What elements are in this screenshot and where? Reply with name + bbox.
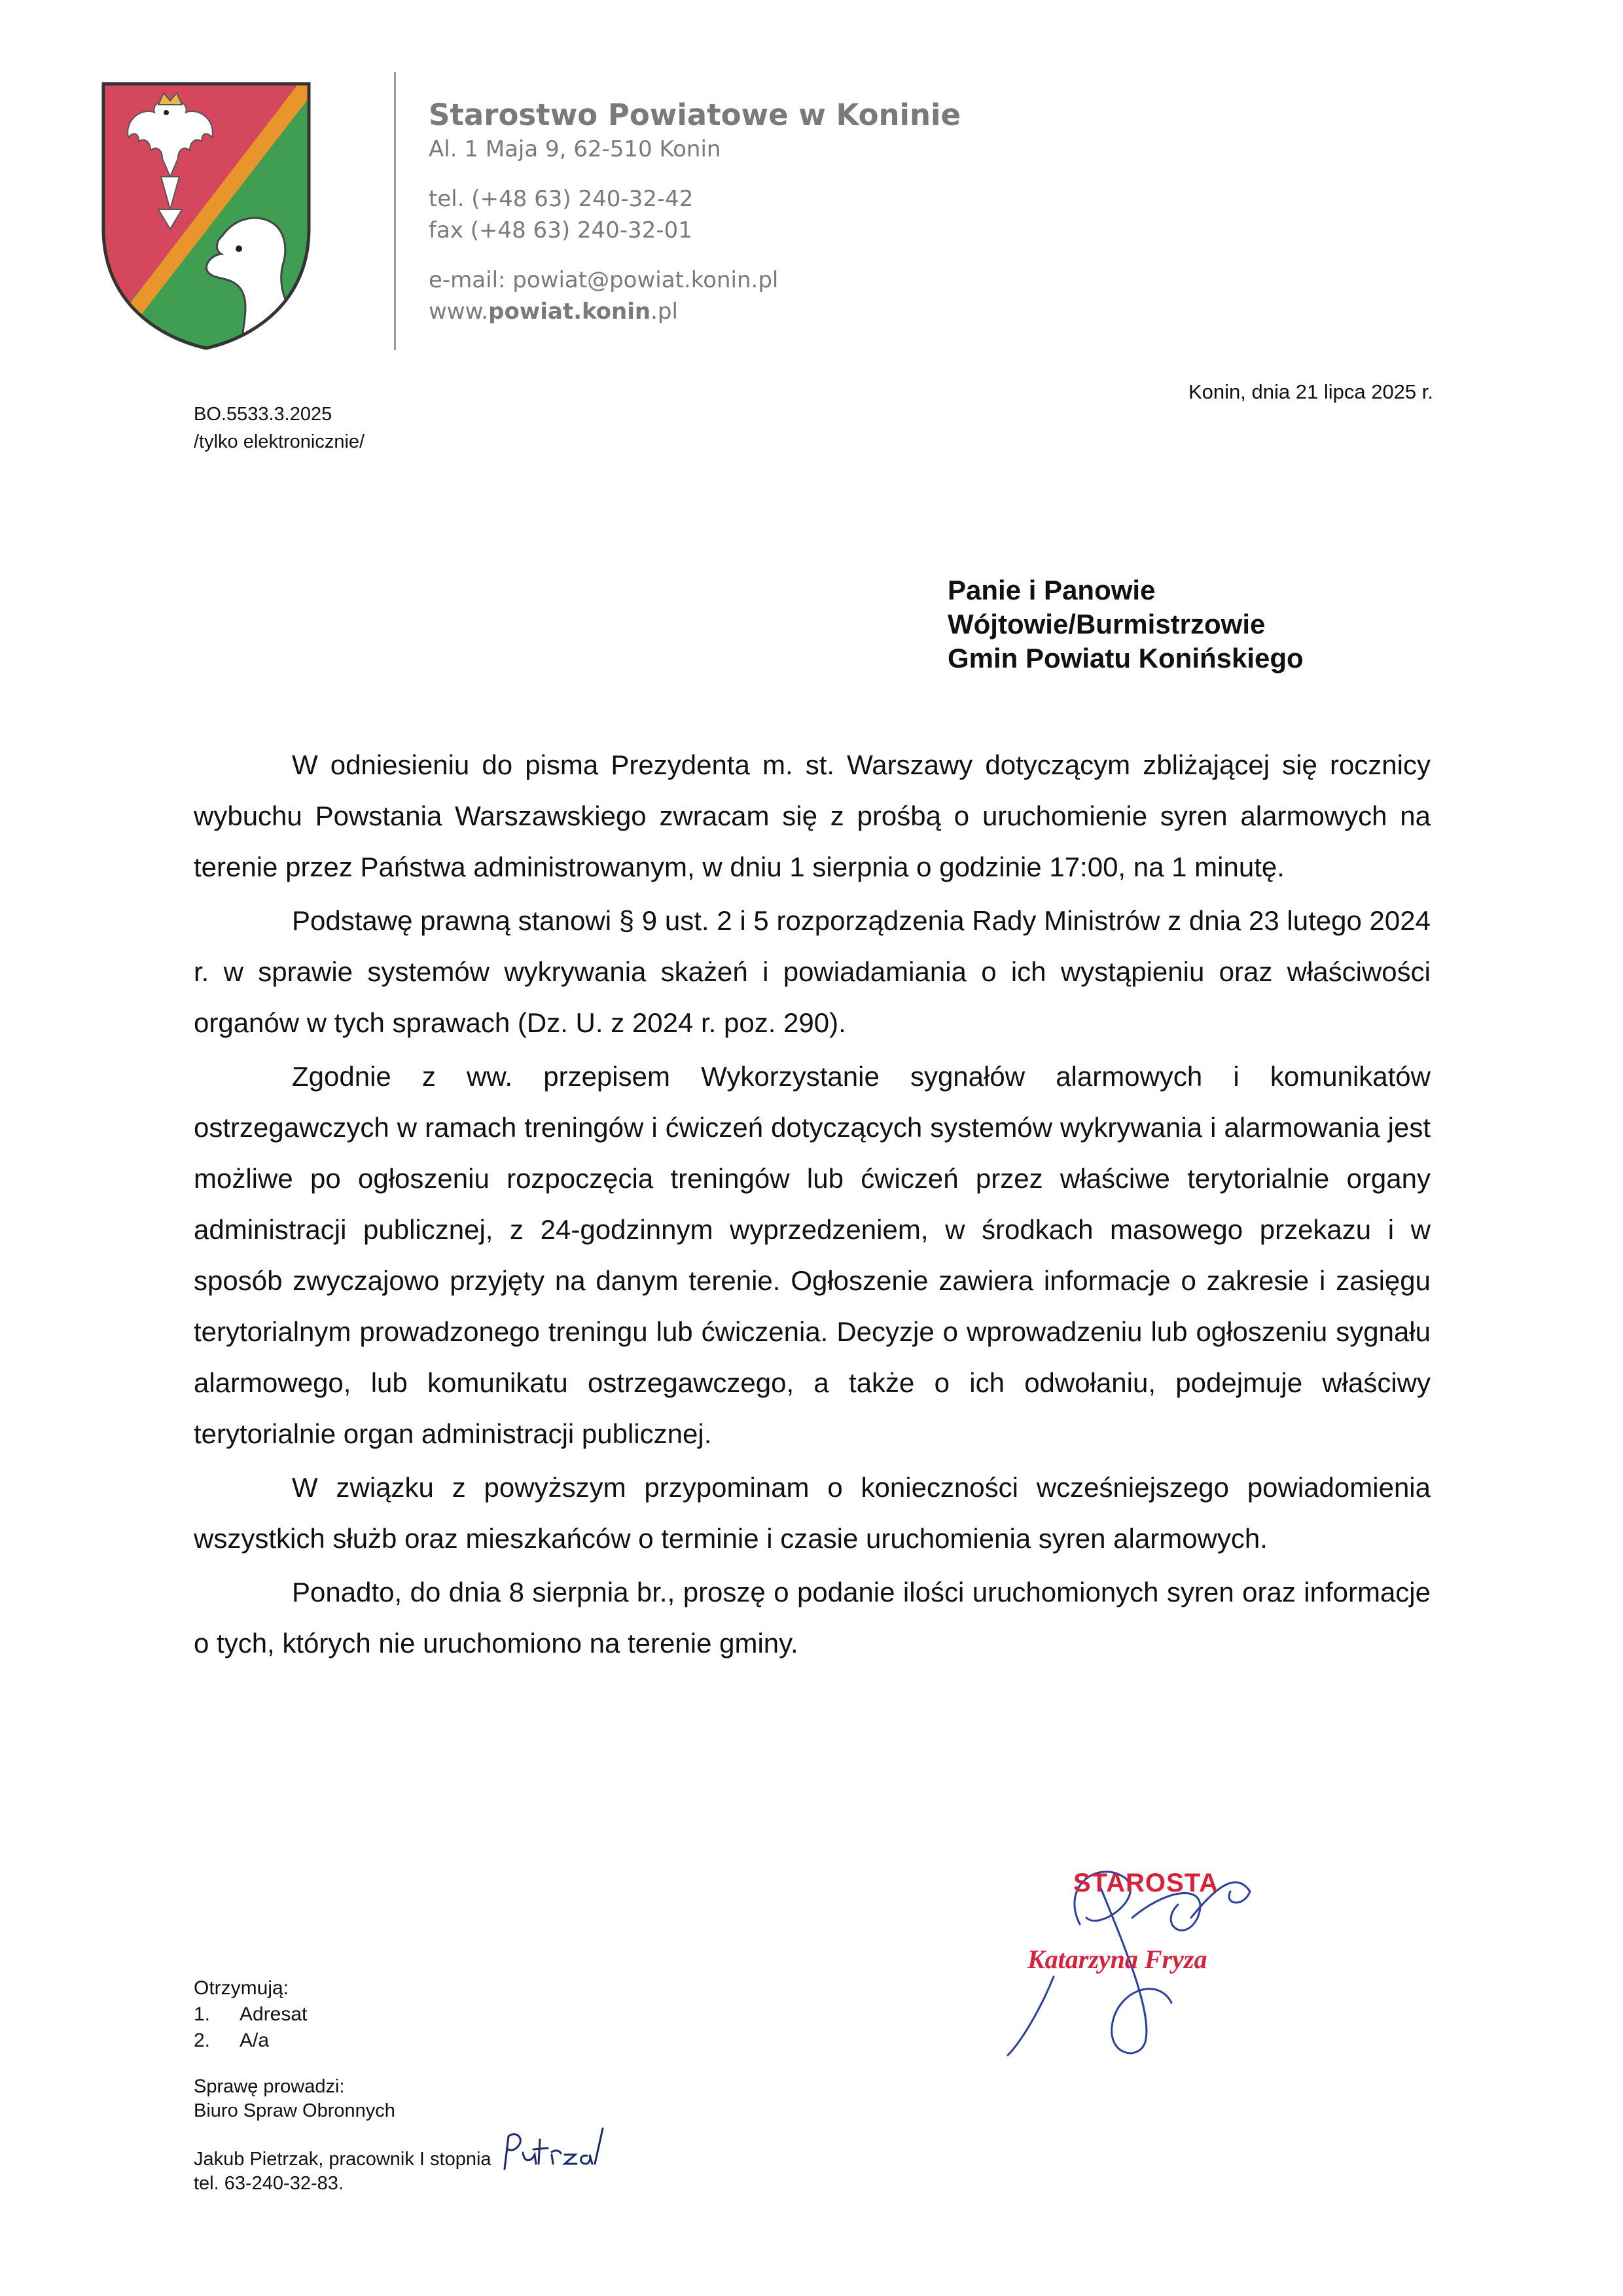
addressee-line: Gmin Powiatu Konińskiego — [948, 643, 1304, 673]
recipients-heading: Otrzymują: — [194, 1977, 289, 1999]
reference-block — [194, 401, 365, 456]
body-paragraph: W związku z powyższym przypominam o konieczności wcześniejszego powiadomienia wszystkich służb oraz mieszkańców o terminie i czasie uruchomienia syren alarmowych. — [194, 1472, 1431, 1554]
coat-of-arms-icon — [98, 79, 314, 353]
case-handler — [194, 2075, 608, 2196]
handler-heading: Sprawę prowadzi: — [194, 2076, 345, 2097]
org-name: Starostwo Powiatowe w Koninie — [429, 98, 961, 132]
org-fax: fax (+48 63) 240-32-01 — [429, 217, 692, 243]
signature-title: STAROSTA — [1073, 1869, 1219, 1897]
letter-body — [194, 740, 1431, 1672]
handler-phone: tel. 63-240-32-83. — [194, 2173, 344, 2194]
list-item-number: 2. — [194, 2030, 211, 2051]
reference-number: BO.5533.3.2025 — [194, 404, 332, 425]
handler-unit: Biuro Spraw Obronnych — [194, 2100, 395, 2121]
initials-signature-icon — [497, 2123, 608, 2176]
body-paragraph: Ponadto, do dnia 8 sierpnia br., proszę o podanie ilości uruchomionych syren oraz informacje o tych, których nie uruchomiono na terenie gminy. — [194, 1577, 1431, 1659]
org-address: Al. 1 Maja 9, 62-510 Konin — [429, 136, 721, 162]
letter-date: Konin, dnia 21 lipca 2025 r. — [1188, 380, 1433, 403]
body-paragraph: Podstawę prawną stanowi § 9 ust. 2 i 5 rozporządzenia Rady Ministrów z dnia 23 lutego 2024 r. w sprawie systemów wykrywania skażeń i powiadamiania o ich wystąpieniu oraz właściwości organów w tych sprawach (Dz. U. z 2024 r. poz. 290). — [194, 905, 1431, 1038]
list-item-label: Adresat — [240, 2003, 308, 2025]
delivery-note: /tylko elektronicznie/ — [194, 431, 365, 452]
signature-name: Katarzyna Fryza — [1027, 1945, 1207, 1974]
org-email[interactable]: e-mail: powiat@powiat.konin.pl — [429, 267, 779, 293]
addressee-line: Panie i Panowie — [948, 575, 1156, 605]
header-divider — [394, 72, 396, 350]
addressee — [948, 573, 1304, 675]
org-tel: tel. (+48 63) 240-32-42 — [429, 186, 694, 212]
list-item-label: A/a — [240, 2030, 270, 2051]
list-item — [194, 2028, 307, 2054]
list-item-number: 1. — [194, 2003, 211, 2025]
recipients — [194, 1975, 307, 2054]
body-paragraph: Zgodnie z ww. przepisem Wykorzystanie sygnałów alarmowych i komunikatów ostrzegawczych w ramach treningów i ćwiczeń dotyczących systemów wykrywania i alarmowania jest możliwe po ogłoszeniu rozpoczęcia treningów lub ćwiczeń przez właściwe terytorialnie organy administracji publicznej, z 24-godzinnym wyprzedzeniem, w środkach masowego przekazu i w sposób zwyczajowo przyjęty na danym terenie. Ogłoszenie zawiera informacje o zakresie i zasięgu terytorialnym prowadzonego treningu lub ćwiczenia. Decyzje o wprowadzeniu lub ogłoszeniu sygnału alarmowego, lub komunikatu ostrzegawczego, a także o ich odwołaniu, podejmuje właściwy terytorialnie organ administracji publicznej. — [194, 1061, 1431, 1449]
letterhead — [429, 97, 961, 327]
handler-person-row — [194, 2123, 608, 2172]
list-item — [194, 2001, 307, 2028]
handler-person: Jakub Pietrzak, pracownik I stopnia — [194, 2149, 491, 2170]
body-paragraph: W odniesieniu do pisma Prezydenta m. st. Warszawy dotyczącym zbliżającej się rocznicy wybuchu Powstania Warszawskiego zwracam się z prośbą o uruchomienie syren alarmowych na terenie przez Państwa administrowanym, w dniu 1 sierpnia o godzinie 17:00, na 1 minutę. — [194, 749, 1431, 882]
org-website[interactable]: www.powiat.konin.pl — [429, 298, 678, 325]
addressee-line: Wójtowie/Burmistrzowie — [948, 609, 1266, 639]
